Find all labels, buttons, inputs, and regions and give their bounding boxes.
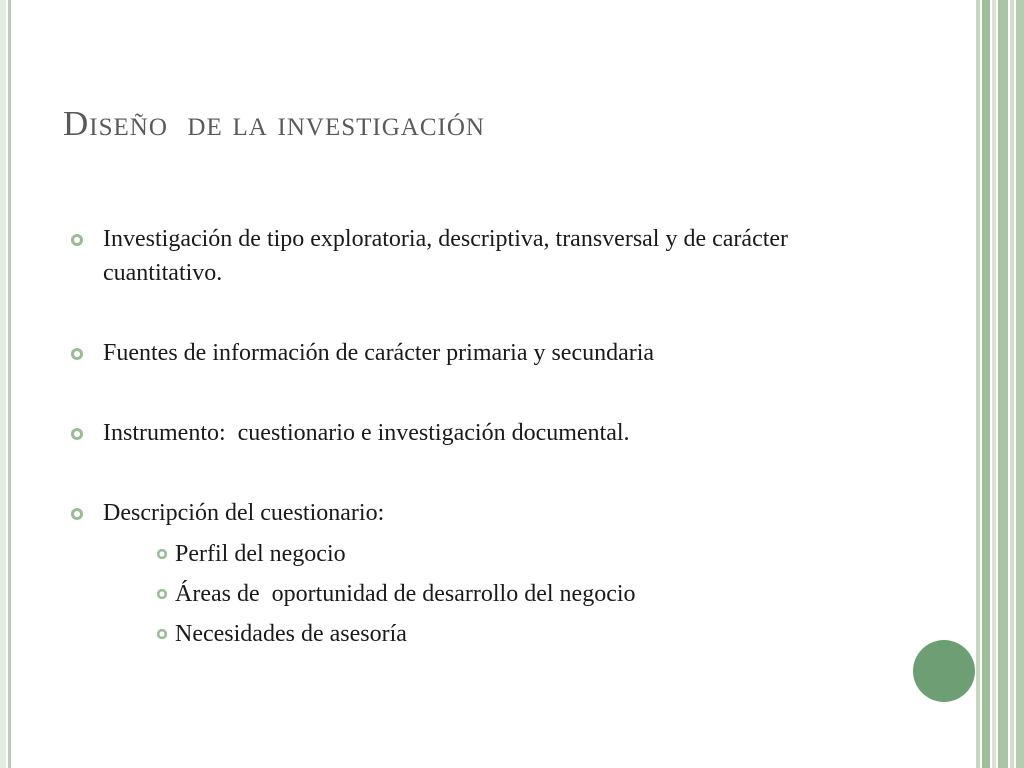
right-decor-stripe — [998, 0, 1008, 768]
gear-bullet-icon — [156, 548, 168, 560]
sub-bullet-item — [156, 574, 900, 614]
bullet-item — [70, 416, 900, 450]
bullet-text: Descripción del cuestionario: — [103, 500, 385, 526]
bullet-item — [70, 336, 900, 370]
right-decor-stripe — [1010, 0, 1014, 768]
green-circle-decoration — [913, 640, 975, 702]
left-border-stripe — [8, 0, 11, 768]
slide-title: Diseño de la investigación — [63, 104, 485, 143]
right-decor-stripe — [992, 0, 996, 768]
right-decor-stripe — [1016, 0, 1024, 768]
gear-bullet-icon — [156, 588, 168, 600]
sub-bullet-text: Perfil del negocio — [175, 541, 346, 567]
gear-bullet-icon — [70, 507, 84, 521]
left-border-stripe — [0, 0, 6, 768]
sub-bullet-item — [156, 534, 900, 574]
sub-bullet-list — [103, 534, 900, 654]
bullet-item — [70, 222, 900, 290]
gear-bullet-icon — [70, 347, 84, 361]
bullet-list — [70, 222, 900, 654]
bullet-text: Fuentes de información de carácter primaria y secundaria — [103, 340, 655, 366]
bullet-text: Investigación de tipo exploratoria, descriptiva, transversal y de carácter cuantitativo. — [103, 226, 801, 286]
gear-bullet-icon — [70, 233, 84, 247]
right-decor-stripe — [976, 0, 980, 768]
bullet-text: Instrumento: cuestionario e investigación documental. — [103, 420, 630, 446]
bullet-item — [70, 496, 900, 654]
sub-bullet-text: Áreas de oportunidad de desarrollo del negocio — [175, 581, 636, 607]
gear-bullet-icon — [156, 628, 168, 640]
gear-bullet-icon — [70, 427, 84, 441]
sub-bullet-text: Necesidades de asesoría — [175, 621, 407, 647]
sub-bullet-item — [156, 614, 900, 654]
right-decor-stripe — [982, 0, 990, 768]
